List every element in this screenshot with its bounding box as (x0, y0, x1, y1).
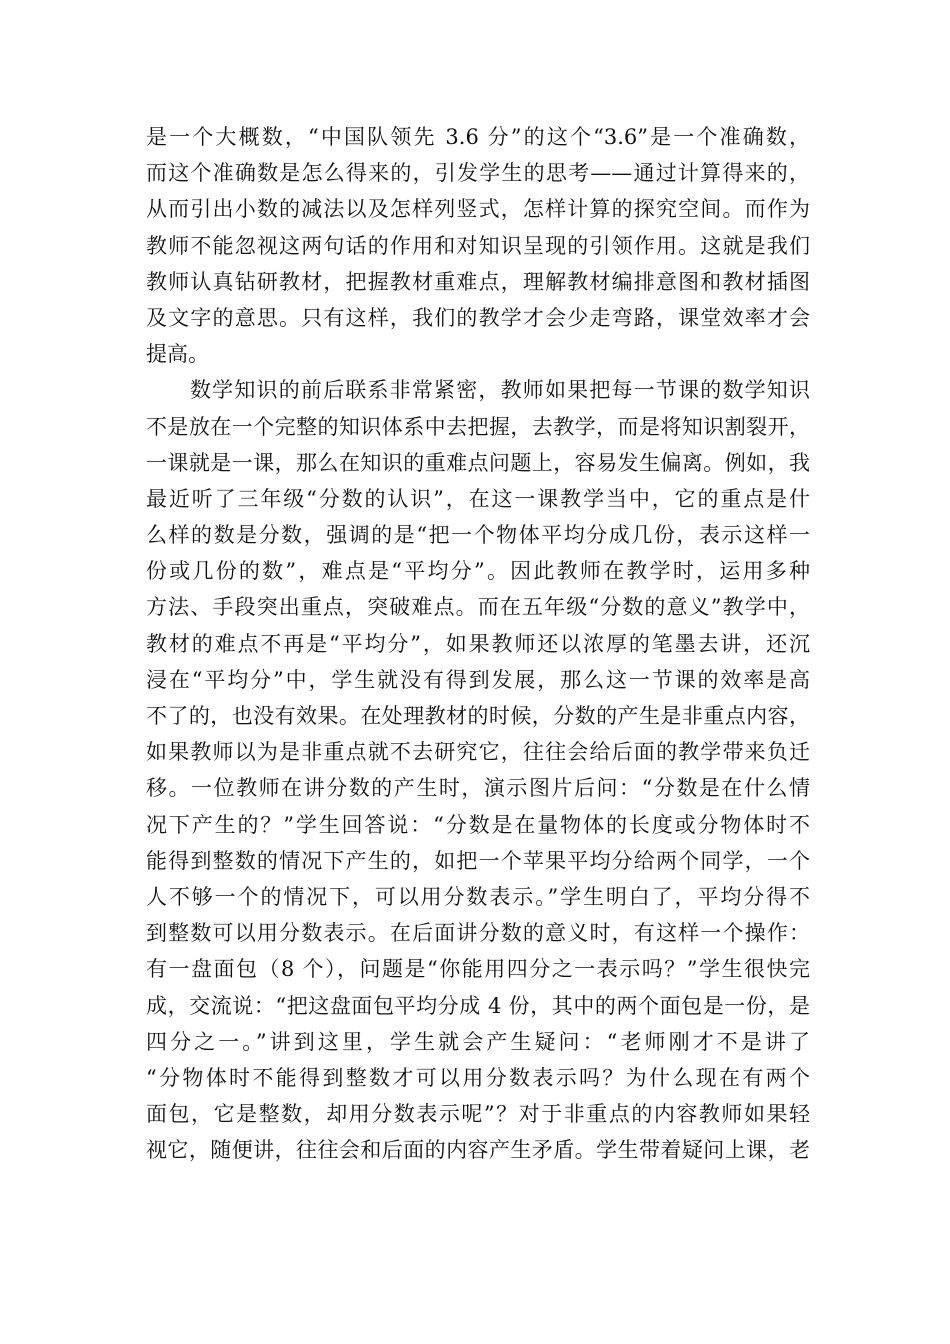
text-line: “分物体时不能得到整数才可以用分数表示吗？为什么现在有两个 (146, 1065, 810, 1090)
text-line: 提高。 (146, 342, 209, 367)
text-line: 教材的难点不再是“平均分”，如果教师还以浓厚的笔墨去讲，还沉 (146, 631, 810, 656)
paragraph-1 (146, 119, 810, 372)
text-line: 有一盘面包（8 个），问题是“你能用四分之一表示吗？”学生很快完 (146, 957, 810, 982)
text-line: 视它，随便讲，往往会和后面的内容产生矛盾。学生带着疑问上课，老 (146, 1138, 810, 1163)
text-line: 况下产生的？”学生回答说：“分数是在量物体的长度或分物体时不 (146, 812, 810, 837)
text-line: 能得到整数的情况下产生的，如把一个苹果平均分给两个同学，一个 (146, 848, 810, 873)
text-line: 不了的，也没有效果。在处理教材的时候，分数的产生是非重点内容， (146, 704, 810, 728)
text-line: 移。一位教师在讲分数的产生时，演示图片后问：“分数是在什么情 (146, 776, 810, 801)
text-line: 方法、手段突出重点，突破难点。而在五年级“分数的意义”教学中， (146, 595, 810, 620)
text-line: 而这个准确数是怎么得来的，引发学生的思考——通过计算得来的， (146, 161, 810, 186)
text-line: 四分之一。”讲到这里，学生就会产生疑问：“老师刚才不是讲了 (146, 1029, 810, 1054)
text-line: 数学知识的前后联系非常紧密，教师如果把每一节课的数学知识 (190, 378, 810, 403)
text-line: 么样的数是分数，强调的是“把一个物体平均分成几份，表示这样一 (146, 523, 810, 548)
text-line: 成，交流说：“把这盘面包平均分成 4 份，其中的两个面包是一份，是 (146, 993, 810, 1018)
document-body (146, 119, 810, 1168)
text-line: 份或几份的数”，难点是“平均分”。因此教师在教学时，运用多种 (146, 559, 810, 584)
text-line: 最近听了三年级“分数的认识”，在这一课教学当中，它的重点是什 (146, 486, 810, 511)
text-line: 如果教师以为是非重点就不去研究它，往往会给后面的教学带来负迁 (146, 740, 810, 765)
text-line: 及文字的意思。只有这样，我们的教学才会少走弯路，课堂效率才会 (146, 305, 810, 330)
paragraph-2 (146, 372, 810, 1168)
text-line: 到整数可以用分数表示。在后面讲分数的意义时，有这样一个操作： (146, 921, 810, 946)
text-line: 一课就是一课，那么在知识的重难点问题上，容易发生偏离。例如，我 (146, 450, 810, 475)
text-line: 从而引出小数的减法以及怎样列竖式，怎样计算的探究空间。而作为 (146, 197, 810, 222)
text-line: 人不够一个的情况下，可以用分数表示。”学生明白了，平均分得不 (146, 884, 810, 909)
text-line: 是一个大概数，“中国队领先 3.6 分”的这个“3.6”是一个准确数， (146, 125, 810, 149)
text-line: 不是放在一个完整的知识体系中去把握，去教学，而是将知识割裂开， (146, 414, 810, 439)
text-line: 教师不能忽视这两句话的作用和对知识呈现的引领作用。这就是我们 (146, 233, 810, 258)
text-line: 教师认真钻研教材，把握教材重难点，理解教材编排意图和教材插图 (146, 269, 810, 294)
text-line: 面包，它是整数，却用分数表示呢”？对于非重点的内容教师如果轻 (146, 1102, 810, 1127)
text-line: 浸在“平均分”中，学生就没有得到发展，那么这一节课的效率是高 (146, 667, 810, 692)
